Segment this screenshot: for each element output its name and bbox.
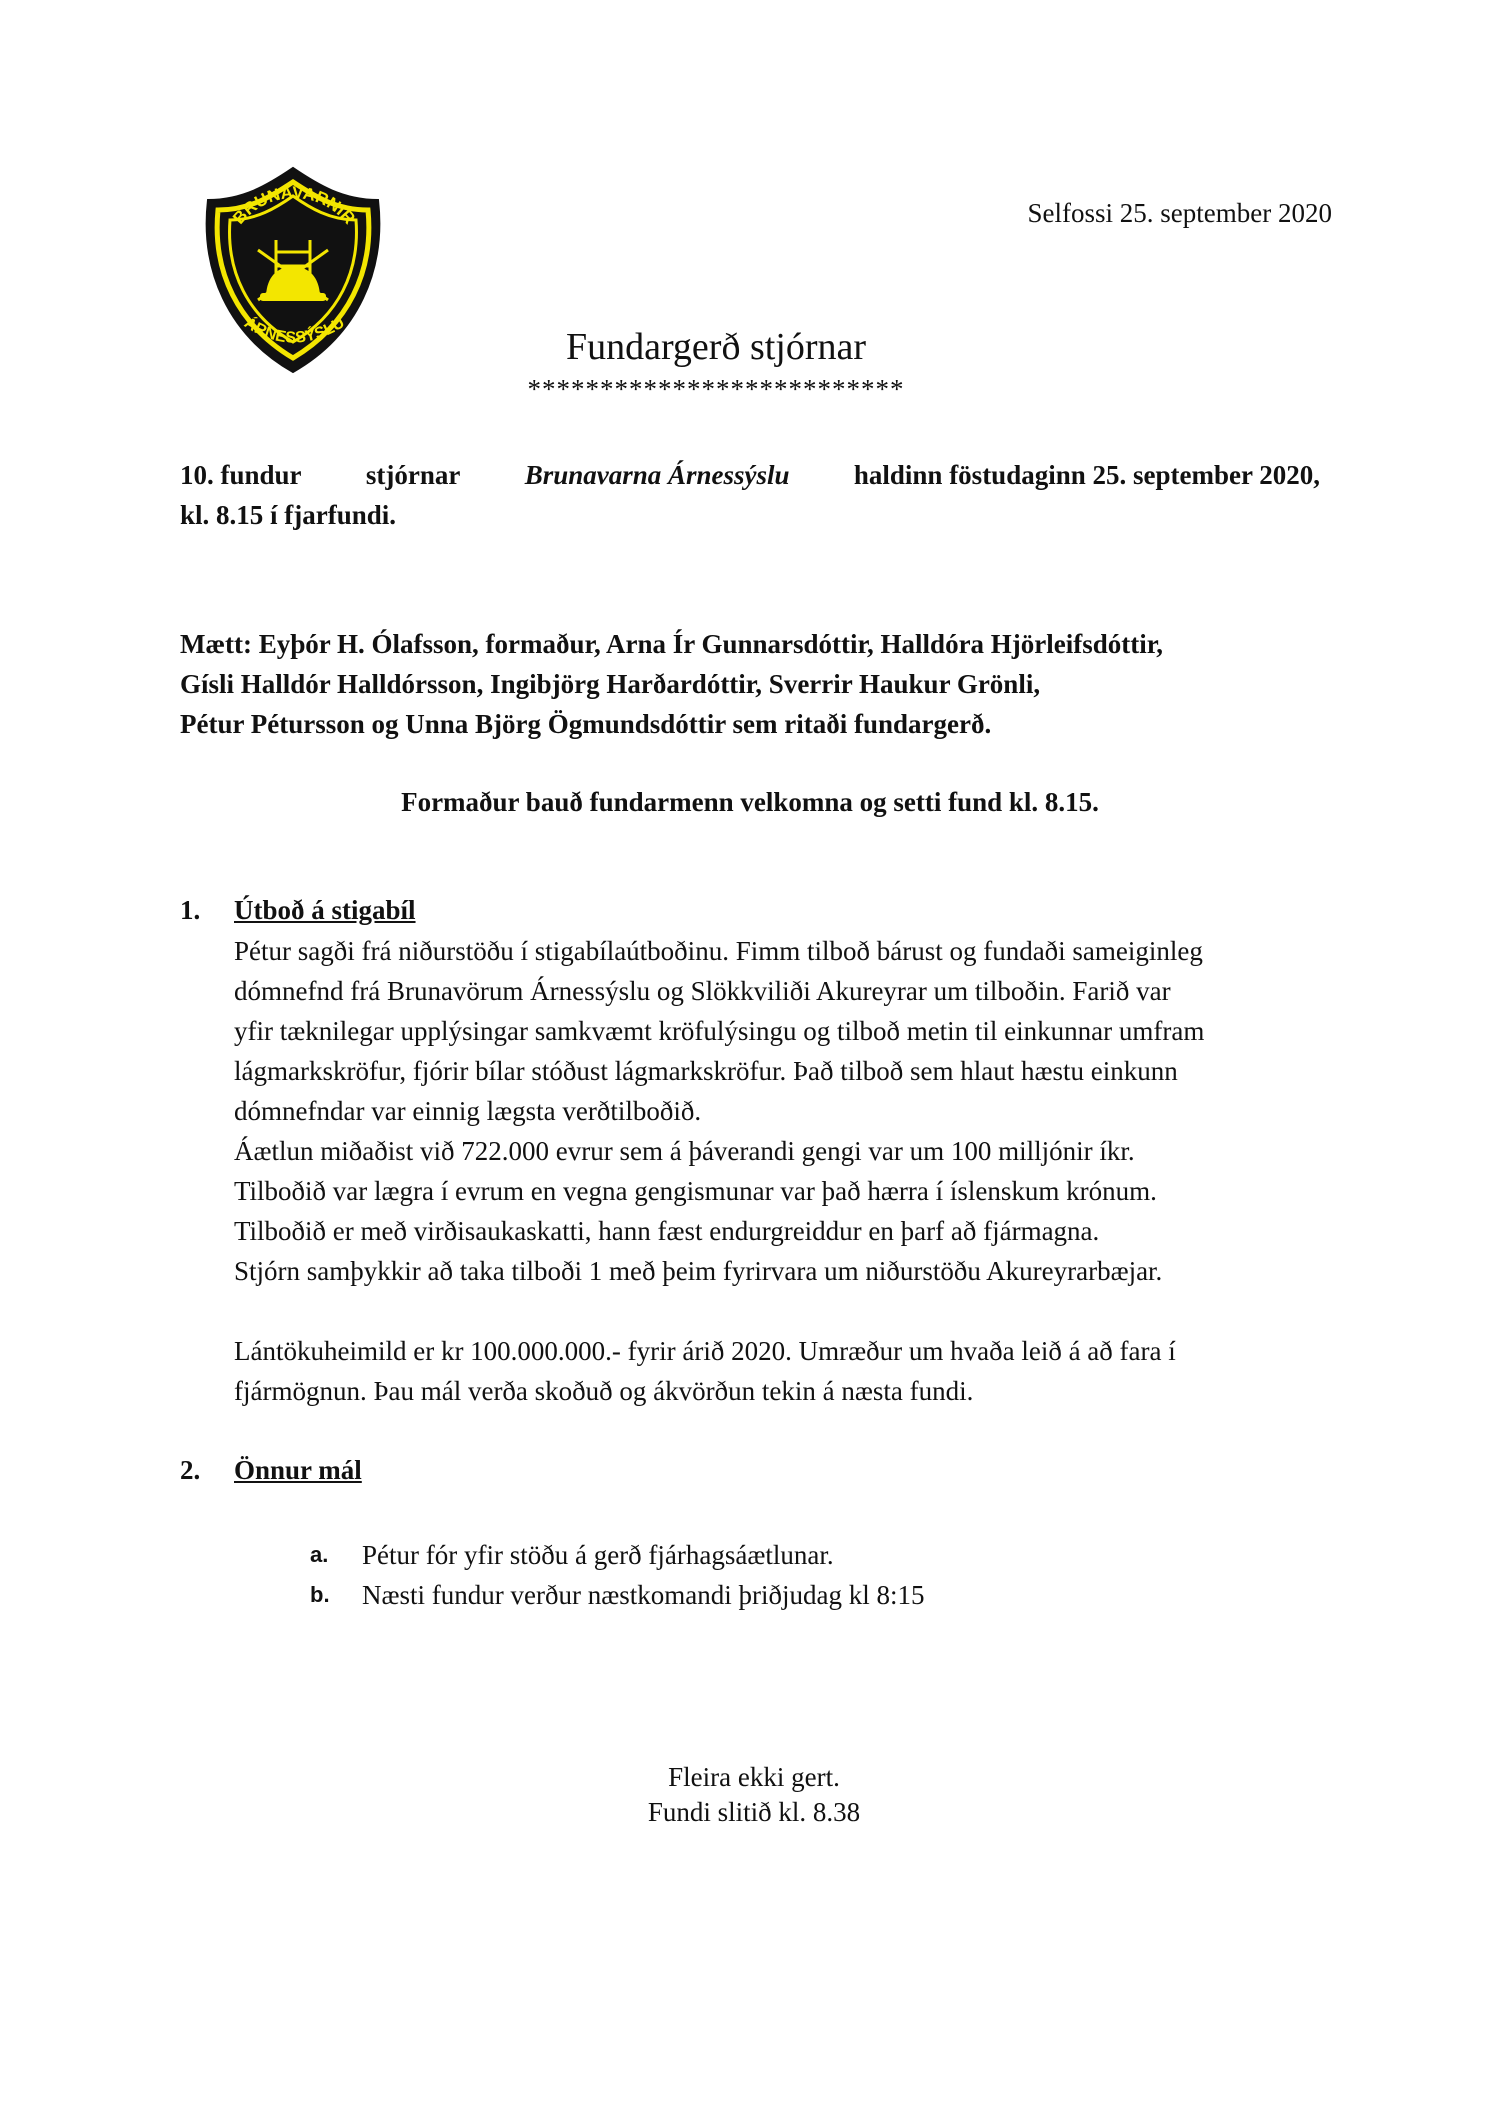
attendees: [180, 624, 1340, 744]
list-item-text: Pétur fór yfir stöðu á gerð fjárhagsáætlunar.: [362, 1540, 834, 1570]
list-item: [310, 1535, 924, 1575]
intro-date: haldinn föstudaginn 25. september 2020,: [853, 460, 1320, 490]
section-1-body: [234, 931, 1354, 1411]
body-line: fjármögnun. Þau mál verða skoðuð og ákvörðun tekin á næsta fundi.: [234, 1376, 974, 1406]
body-line: dómnefndar var einnig lægsta verðtilboðið.: [234, 1096, 702, 1126]
body-line: lágmarkskröfur, fjórir bílar stóðust lágmarkskröfur. Það tilboð sem hlaut hæstu einkunn: [234, 1056, 1178, 1086]
opening-statement: Formaður bauð fundarmenn velkomna og setti fund kl. 8.15.: [401, 787, 1099, 817]
body-line: dómnefnd frá Brunavörum Árnessýslu og Slökkviliði Akureyrar um tilboðin. Farið var: [234, 976, 1171, 1006]
attendees-line: Gísli Halldór Halldórsson, Ingibjörg Harðardóttir, Sverrir Haukur Grönli,: [180, 669, 1041, 699]
section-2-list: [310, 1535, 924, 1615]
intro-organization: Brunavarna Árnessýslu: [524, 460, 790, 490]
section-title: Önnur mál: [234, 1455, 362, 1485]
body-line: Tilboðið er með virðisaukaskatti, hann fæst endurgreiddur en þarf að fjármagna.: [234, 1216, 1100, 1246]
attendees-line: Mætt: Eyþór H. Ólafsson, formaður, Arna Ír Gunnarsdóttir, Halldóra Hjörleifsdóttir,: [180, 629, 1164, 659]
section-number: 2.: [180, 1455, 201, 1485]
logo-bottom-text: ÁRNESSÝSLU: [241, 314, 348, 347]
list-item: [310, 1575, 924, 1615]
meeting-intro: [180, 455, 1320, 535]
body-line: yfir tæknilegar upplýsingar samkvæmt kröfulýsingu og tilboð metin til einkunnar umfram: [234, 1016, 1205, 1046]
page-title: Fundargerð stjórnar: [565, 326, 867, 368]
body-line: Áætlun miðaðist við 722.000 evrur sem á þáverandi gengi var um 100 milljónir íkr.: [234, 1136, 1135, 1166]
list-item-label: a.: [310, 1542, 329, 1567]
intro-time-line: kl. 8.15 í fjarfundi.: [180, 500, 397, 530]
title-separator: **************************: [527, 374, 905, 404]
intro-word-board: stjórnar: [365, 460, 461, 490]
closing-line: Fundi slitið kl. 8.38: [647, 1797, 861, 1827]
closing: [0, 1760, 1500, 1830]
logo-top-text: BRUNAVARNIR: [229, 182, 359, 228]
list-item-label: b.: [310, 1582, 330, 1607]
attendees-line: Pétur Pétursson og Unna Björg Ögmundsdóttir sem ritaði fundargerð.: [180, 709, 992, 739]
closing-line: Fleira ekki gert.: [668, 1762, 840, 1792]
body-line: Lántökuheimild er kr 100.000.000.- fyrir árið 2020. Umræður um hvaða leið á að fara í: [234, 1336, 1176, 1366]
body-line: Pétur sagði frá niðurstöðu í stigabílaútboðinu. Fimm tilboð bárust og fundaði sameiginleg: [234, 936, 1203, 966]
place-date: Selfossi 25. september 2020: [1027, 198, 1332, 228]
section-title: Útboð á stigabíl: [234, 895, 416, 925]
body-line: Stjórn samþykkir að taka tilboði 1 með þeim fyrirvara um niðurstöðu Akureyrarbæjar.: [234, 1256, 1163, 1286]
body-line: Tilboðið var lægra í evrum en vegna gengismunar var það hærra í íslenskum krónum.: [234, 1176, 1157, 1206]
intro-meeting-number: 10. fundur: [180, 460, 302, 490]
list-item-text: Næsti fundur verður næstkomandi þriðjudag kl 8:15: [362, 1580, 925, 1610]
section-number: 1.: [180, 895, 201, 925]
